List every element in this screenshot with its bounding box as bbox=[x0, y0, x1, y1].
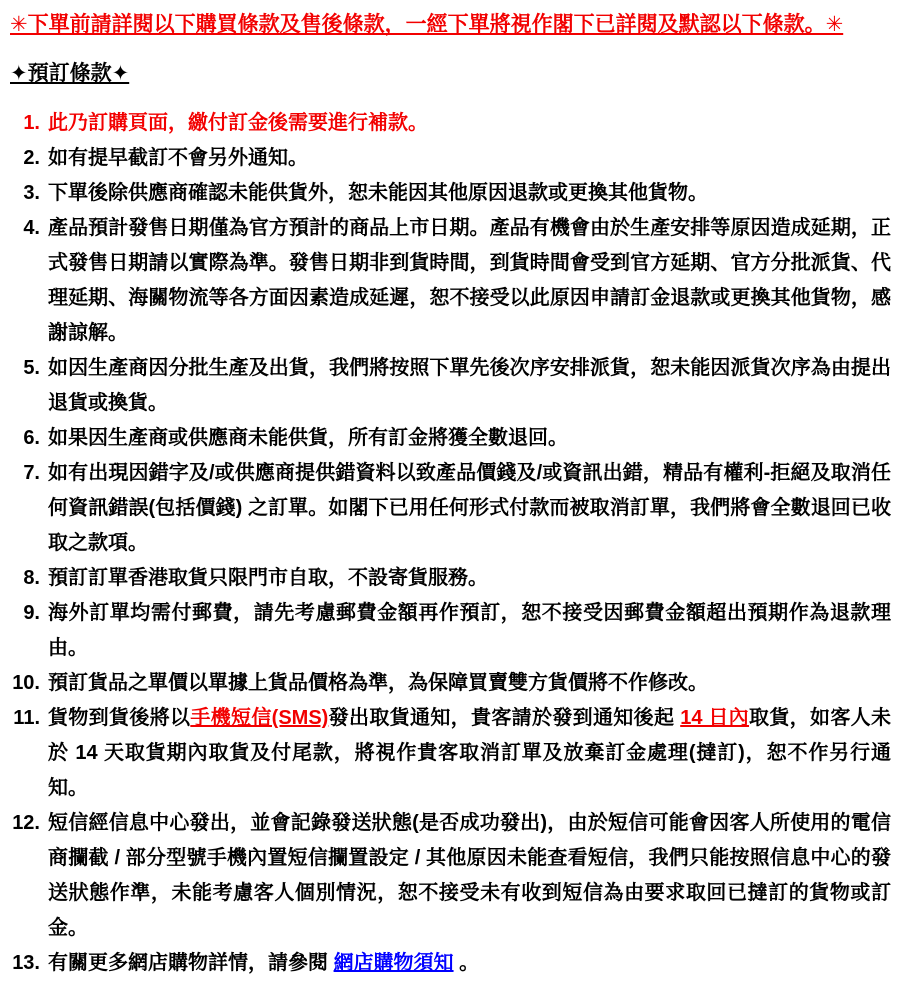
term-number: 1. bbox=[23, 112, 40, 134]
term-item-12 bbox=[8, 806, 891, 946]
term-number: 10. bbox=[12, 672, 40, 694]
term-number: 9. bbox=[23, 602, 40, 624]
text-run: 如果因生產商或供應商未能供貨，所有訂金將獲全數退回。 bbox=[48, 427, 568, 449]
term-item-4 bbox=[8, 211, 891, 351]
text-run: 如有提早截訂不會另外通知。 bbox=[48, 147, 308, 169]
term-item-6 bbox=[8, 421, 891, 456]
term-item-1 bbox=[8, 106, 891, 141]
text-run: 取貨，如客人未於 14 天取貨期內取貨及付尾款，將視作貴客取消訂單及放棄訂金處理(撻訂)，恕不作另行通知。 bbox=[48, 707, 892, 799]
text-run: 。 bbox=[453, 952, 480, 974]
notice-header: ✳下單前請詳閱以下購買條款及售後條款，一經下單將視作閣下已詳閱及默認以下條款。✳ bbox=[10, 13, 844, 36]
text-run: 有關更多網店購物詳情，請參閱 bbox=[48, 952, 334, 974]
term-item-3 bbox=[8, 176, 891, 211]
term-text bbox=[48, 707, 891, 799]
term-text bbox=[48, 952, 479, 974]
text-run: 短信經信息中心發出，並會記錄發送狀態(是否成功發出)，由於短信可能會因客人所使用的電信商攔截 / 部分型號手機內置短信攔置設定 / 其他原因未能查看短信，我們只能按照信息中心的發送狀態作準，未能考慮客人個別情況，恕不接受未有收到短信為由要求取回已撻訂的貨物或訂金。 bbox=[48, 812, 891, 939]
term-number: 2. bbox=[23, 147, 40, 169]
term-item-2 bbox=[8, 141, 891, 176]
term-text bbox=[48, 147, 308, 169]
sms-notice-emphasis: 手機短信(SMS) bbox=[190, 707, 329, 729]
text-run: 發出取貨通知，貴客請於發到通知後起 bbox=[328, 707, 681, 729]
term-number: 11. bbox=[13, 707, 40, 729]
term-number: 8. bbox=[23, 567, 40, 589]
term-number: 4. bbox=[23, 217, 40, 239]
term-item-13 bbox=[8, 946, 891, 981]
section-title: ✦預訂條款✦ bbox=[10, 62, 130, 85]
term-text bbox=[48, 812, 891, 939]
term-text bbox=[48, 112, 428, 134]
terms-list bbox=[8, 106, 891, 981]
term-number: 3. bbox=[23, 182, 40, 204]
text-run: 海外訂單均需付郵費，請先考慮郵費金額再作預訂，恕不接受因郵費金額超出預期作為退款理由。 bbox=[48, 602, 891, 659]
term-text bbox=[48, 357, 891, 414]
text-run: 下單後除供應商確認未能供貨外，恕未能因其他原因退款或更換其他貨物。 bbox=[48, 182, 708, 204]
term-text bbox=[48, 217, 891, 344]
text-run: 預訂貨品之單價以單據上貨品價格為準，為保障買賣雙方貨價將不作修改。 bbox=[48, 672, 708, 694]
term-item-5 bbox=[8, 351, 891, 421]
text-run: 如因生產商因分批生產及出貨，我們將按照下單先後次序安排派貨，恕未能因派貨次序為由提出退貨或換貨。 bbox=[48, 357, 891, 414]
term-text bbox=[48, 567, 488, 589]
term-number: 12. bbox=[12, 812, 40, 834]
term-item-11 bbox=[8, 701, 891, 806]
term-text bbox=[48, 182, 708, 204]
term-number: 6. bbox=[23, 427, 40, 449]
pickup-deadline-emphasis: 14 日內 bbox=[680, 707, 750, 729]
text-run: 貨物到貨後將以 bbox=[48, 707, 191, 729]
term-number: 13. bbox=[12, 952, 40, 974]
term-item-7 bbox=[8, 456, 891, 561]
term-item-10 bbox=[8, 666, 891, 701]
term-text bbox=[48, 427, 568, 449]
term-item-8 bbox=[8, 561, 891, 596]
term-number: 7. bbox=[23, 462, 40, 484]
term-text bbox=[48, 672, 708, 694]
text-run: 此乃訂購頁面，繳付訂金後需要進行補款。 bbox=[48, 112, 428, 134]
text-run: 如有出現因錯字及/或供應商提供錯資料以致產品價錢及/或資訊出錯，精品有權利-拒絕及取消任何資訊錯誤(包括價錢) 之訂單。如閣下已用任何形式付款而被取消訂單，我們將會全數退回已收取之款項。 bbox=[48, 462, 891, 554]
term-text bbox=[48, 602, 891, 659]
text-run: 預訂訂單香港取貨只限門市自取，不設寄貨服務。 bbox=[48, 567, 488, 589]
text-run: 產品預計發售日期僅為官方預計的商品上市日期。產品有機會由於生產安排等原因造成延期，正式發售日期請以實際為準。發售日期非到貨時間，到貨時間會受到官方延期、官方分批派貨、代理延期、海關物流等各方面因素造成延遲，恕不接受以此原因申請訂金退款或更換其他貨物，感謝諒解。 bbox=[48, 217, 891, 344]
store-shopping-notice-link[interactable]: 網店購物須知 bbox=[333, 952, 454, 974]
term-item-9 bbox=[8, 596, 891, 666]
term-text bbox=[48, 462, 891, 554]
term-number: 5. bbox=[23, 357, 40, 379]
